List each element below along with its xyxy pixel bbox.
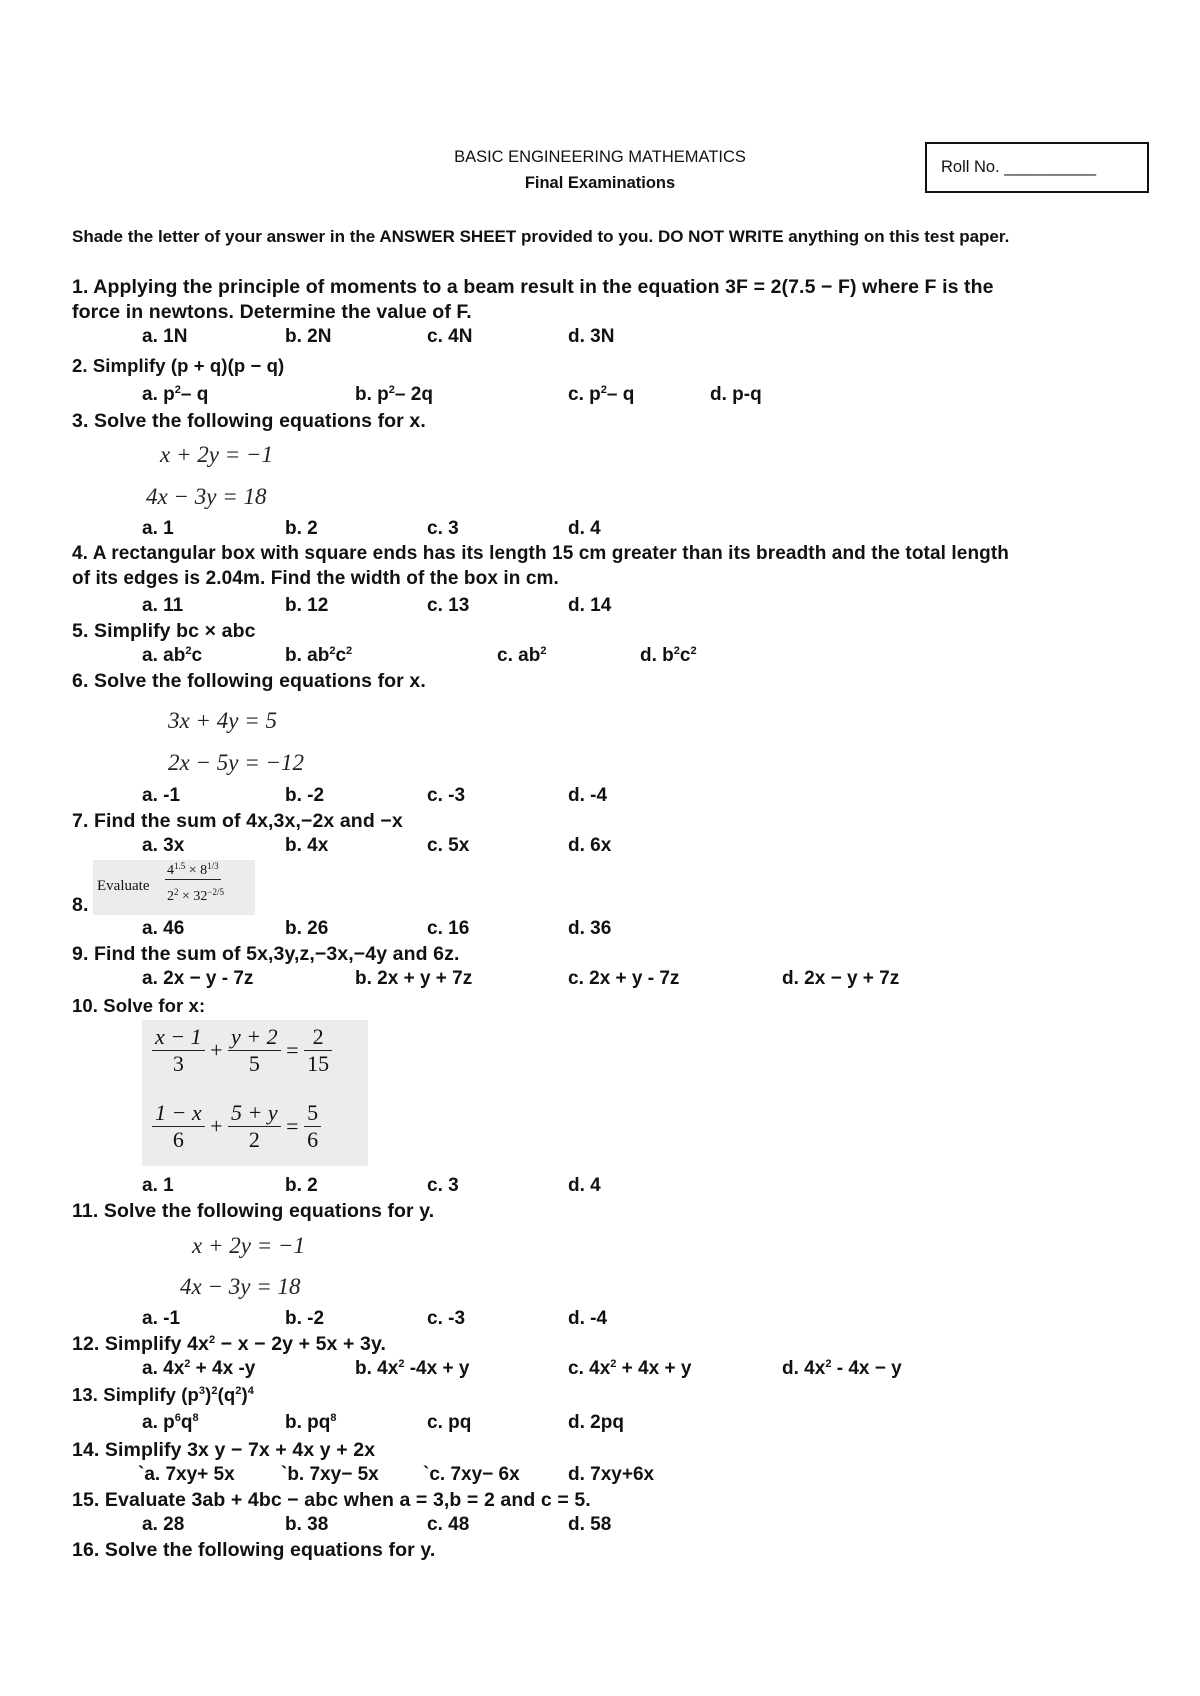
q2-option-b: b. $p^2-$ 2q (355, 384, 433, 405)
q14-option-b: `b. 7xy− 5x (281, 1464, 379, 1485)
q2-option-c: c. $p^2-$ q (568, 384, 635, 405)
q10-option-c: c. 3 (427, 1175, 459, 1196)
question-4-line1: 4. A rectangular box with square ends has its length 15 cm greater than its breadth and the total length (72, 543, 1010, 564)
question-3: 3. Solve the following equations for x. (72, 410, 426, 432)
q12-option-b: b. $4x^2$ -4x + y (355, 1358, 470, 1379)
question-5: 5. Simplify bc × abc (72, 620, 256, 642)
q12-option-d: d. $4x^2 - 4x - y$ (782, 1358, 902, 1379)
q7-option-d: d. 6x (568, 835, 612, 856)
q5-option-a: a. $ab^2c$ (142, 645, 203, 666)
q10-equations-box (142, 1020, 368, 1166)
q12-option-a: a. $4x^2 + 4x$ -y (142, 1358, 256, 1379)
q10-option-d: d. 4 (568, 1175, 601, 1196)
q6-option-b: b. -2 (285, 785, 325, 806)
q8-denominator: $2^2 \times 32^{-2/5}$ (167, 887, 224, 904)
q4-option-d: d. 14 (568, 595, 612, 616)
question-1-line2: force in newtons. Determine the value of F. (72, 301, 472, 323)
q8-numerator: $4^{1.5} \times 8^{1/3}$ (167, 861, 219, 878)
q10-equation-1: $\frac{x - 1}{3}$ + $\frac{y + 2}{5}$ = $\frac{2}{15}$ (152, 1024, 332, 1077)
q8-option-a: a. 46 (142, 918, 185, 939)
q5-option-c: c. $ab^2$ (497, 645, 547, 666)
q6-option-c: c. -3 (427, 785, 466, 806)
q8-evaluate-label: Evaluate (97, 878, 150, 894)
question-10: 10. Solve for x: (72, 995, 206, 1016)
question-2: 2. Simplify (p + q)(p − q) (72, 355, 285, 376)
q7-option-c: c. 5x (427, 835, 470, 856)
question-4-line2: of its edges is 2.04m. Find the width of the box in cm. (72, 568, 559, 589)
question-11: 11. Solve the following equations for y. (72, 1200, 435, 1222)
question-9: 9. Find the sum of 5x,3y,z,−3x,−4y and 6z. (72, 943, 460, 965)
q10-option-a: a. 1 (142, 1175, 174, 1196)
exam-subtitle: Final Examinations (524, 174, 676, 192)
q7-option-a: a. 3x (142, 835, 185, 856)
q6-option-a: a. -1 (142, 785, 181, 806)
q5-option-b: b. $ab^2c^2$ (285, 645, 353, 666)
q11-option-d: d. -4 (568, 1308, 608, 1329)
q1-option-c: c. 4N (427, 326, 473, 347)
q2-option-d: d. p-q (710, 384, 762, 405)
q4-option-c: c. 13 (427, 595, 470, 616)
question-6: 6. Solve the following equations for x. (72, 670, 426, 692)
q3-option-a: a. 1 (142, 518, 174, 539)
q14-option-a: `a. 7xy+ 5x (138, 1464, 235, 1485)
question-7: 7. Find the sum of 4x,3x,−2x and −x (72, 810, 403, 832)
q13-option-c: c. pq (427, 1412, 472, 1433)
q6-equation-1: 3x + 4y = 5 (168, 708, 277, 733)
q14-option-d: d. 7xy+6x (568, 1464, 655, 1485)
q9-option-c: c. 2x + y - 7z (568, 968, 680, 989)
q1-option-b: b. 2N (285, 326, 332, 347)
q3-option-c: c. 3 (427, 518, 459, 539)
q10-option-b: b. 2 (285, 1175, 318, 1196)
q11-equation-2: 4x − 3y = 18 (180, 1274, 301, 1299)
q13-option-b: b. $pq^8$ (285, 1412, 337, 1433)
q8-option-b: b. 26 (285, 918, 329, 939)
q3-equation-2: 4x − 3y = 18 (146, 484, 267, 509)
question-12: 12. Simplify $4x^2 - x - 2y + 5x + 3y$. (72, 1333, 386, 1355)
question-14: 14. Simplify 3x y − 7x + 4x y + 2x (72, 1439, 376, 1461)
instructions: Shade the letter of your answer in the ANSWER SHEET provided to you. DO NOT WRITE anything on this test paper. (72, 227, 1010, 246)
question-16: 16. Solve the following equations for y. (72, 1539, 436, 1561)
question-1-line1: 1. Applying the principle of moments to a beam result in the equation 3F = 2(7.5 − F) where F is the (72, 276, 994, 298)
q3-option-d: d. 4 (568, 518, 601, 539)
q11-option-c: c. -3 (427, 1308, 466, 1329)
q8-option-d: d. 36 (568, 918, 612, 939)
q8-expression-box (93, 860, 255, 915)
question-15: 15. Evaluate 3ab + 4bc − abc when a = 3,b = 2 and c = 5. (72, 1489, 591, 1511)
q13-option-a: a. $p^6q^8$ (142, 1412, 199, 1433)
q5-option-d: d. $b^2c^2$ (640, 645, 697, 666)
q11-option-b: b. -2 (285, 1308, 325, 1329)
q10-equation-2: $\frac{1 - x}{6}$ + $\frac{5 + y}{2}$ = $\frac{5}{6}$ (152, 1100, 321, 1153)
q15-option-b: b. 38 (285, 1514, 329, 1535)
q15-option-c: c. 48 (427, 1514, 470, 1535)
exam-title: BASIC ENGINEERING MATHEMATICS (454, 148, 746, 166)
q15-option-a: a. 28 (142, 1514, 185, 1535)
q8-option-c: c. 16 (427, 918, 470, 939)
q7-option-b: b. 4x (285, 835, 329, 856)
q15-option-d: d. 58 (568, 1514, 612, 1535)
q1-option-a: a. 1N (142, 326, 188, 347)
q9-option-b: b. 2x + y + 7z (355, 968, 473, 989)
q6-equation-2: 2x − 5y = −12 (168, 750, 304, 775)
q4-option-b: b. 12 (285, 595, 329, 616)
roll-number-label: Roll No. __________ (941, 158, 1097, 176)
q12-option-c: c. $4x^2 + 4x + y$ (568, 1358, 692, 1379)
q11-equation-1: x + 2y = −1 (192, 1233, 305, 1258)
question-13: 13. Simplify $(p^3)^2(q^2)^4$ (72, 1384, 254, 1405)
q11-option-a: a. -1 (142, 1308, 181, 1329)
q14-option-c: `c. 7xy− 6x (423, 1464, 520, 1485)
q9-option-d: d. 2x − y + 7z (782, 968, 900, 989)
q3-equation-1: x + 2y = −1 (160, 442, 273, 467)
q4-option-a: a. 11 (142, 595, 184, 616)
q9-option-a: a. 2x − y - 7z (142, 968, 254, 989)
q2-option-a: a. $p^2-$ q (142, 384, 209, 405)
question-8: 8. (72, 894, 89, 916)
q6-option-d: d. -4 (568, 785, 608, 806)
q13-option-d: d. 2pq (568, 1412, 624, 1433)
q1-option-d: d. 3N (568, 326, 615, 347)
q3-option-b: b. 2 (285, 518, 318, 539)
roll-number-box (925, 142, 1149, 193)
